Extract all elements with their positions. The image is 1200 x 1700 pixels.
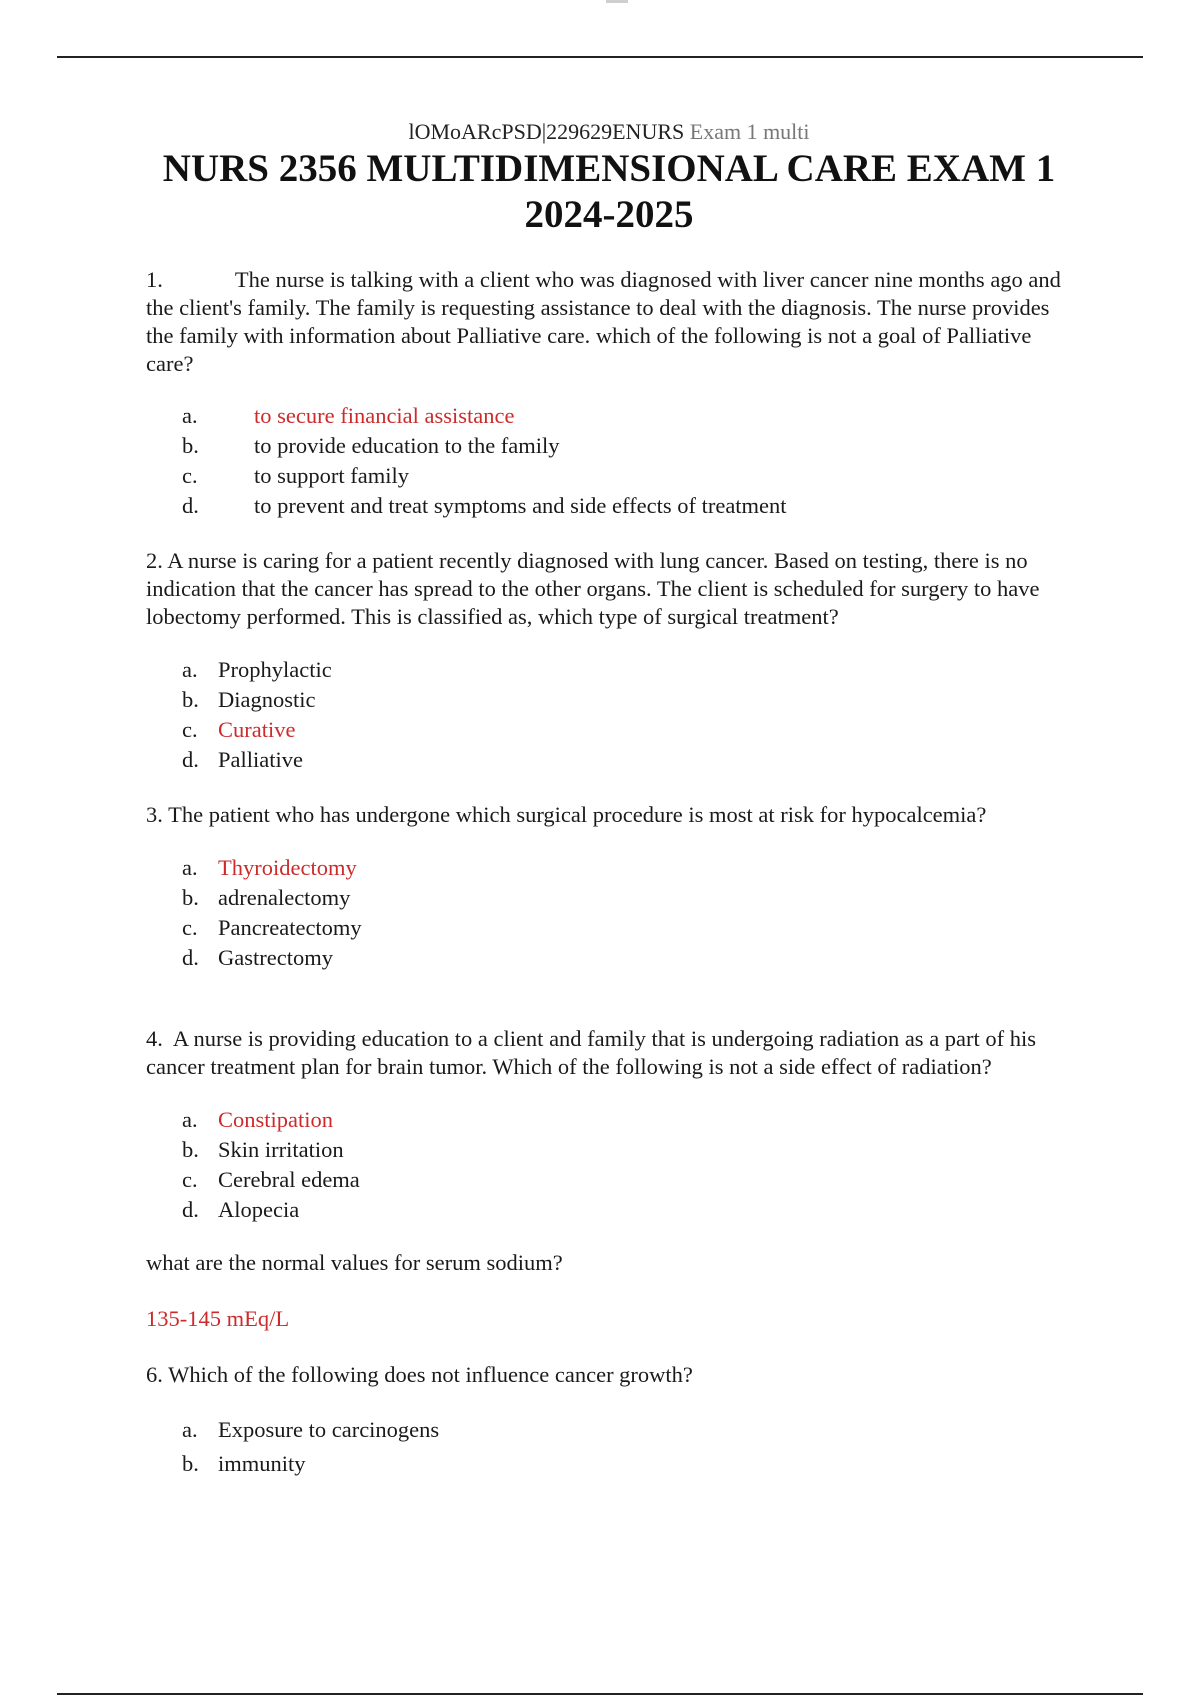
option-letter: b. — [182, 1451, 199, 1476]
option-text-correct: Curative — [218, 717, 296, 742]
question-2-number: 2. — [146, 548, 163, 573]
option-text: Alopecia — [218, 1197, 300, 1222]
option-letter: d. — [182, 1197, 199, 1222]
document-page — [146, 118, 1072, 1481]
question-4-option-a — [146, 1105, 1072, 1135]
title-line-2: 2024-2025 — [524, 193, 694, 236]
option-text: adrenalectomy — [218, 885, 351, 910]
question-6-text — [146, 1361, 1072, 1389]
question-4-option-c — [146, 1165, 1072, 1195]
document-id — [146, 118, 1072, 146]
question-4-body: A nurse is providing education to a client and family that is undergoing radiation as a part of his cancer treatment plan for brain tumor. Which of the following is not a side effect of radiation? — [146, 1026, 1037, 1079]
option-text: to provide education to the family — [254, 433, 560, 458]
question-2-text — [146, 547, 1072, 631]
option-letter: c. — [182, 915, 198, 940]
question-2-option-c — [146, 715, 1072, 745]
question-6-options — [146, 1413, 1072, 1481]
option-letter: a. — [182, 657, 198, 682]
question-3-text — [146, 801, 1072, 829]
question-4-text — [146, 1025, 1072, 1081]
page-top-mark — [606, 0, 628, 3]
question-3-options — [146, 853, 1072, 973]
question-4-number: 4. — [146, 1026, 163, 1051]
option-text-correct: Constipation — [218, 1107, 334, 1132]
question-1-option-c — [146, 461, 1072, 491]
question-2-options — [146, 655, 1072, 775]
question-3-body: The patient who has undergone which surgical procedure is most at risk for hypocalcemia? — [168, 802, 987, 827]
document-id-code: lOMoARcPSD|229629ENURS — [408, 119, 685, 144]
question-2 — [146, 547, 1072, 775]
option-text: immunity — [218, 1451, 306, 1476]
question-4-options — [146, 1105, 1072, 1225]
question-5-text: what are the normal values for serum sodium? — [146, 1250, 563, 1275]
option-text: Pancreatectomy — [218, 915, 362, 940]
question-1-text — [146, 266, 1072, 378]
option-letter: b. — [182, 885, 199, 910]
question-4 — [146, 1025, 1072, 1225]
question-6-option-a — [146, 1413, 1072, 1447]
question-4-option-d — [146, 1195, 1072, 1225]
question-1-option-d — [146, 491, 1072, 521]
question-3-number: 3. — [146, 802, 163, 827]
option-letter: d. — [182, 747, 199, 772]
option-text: Gastrectomy — [218, 945, 333, 970]
title-line-1: NURS 2356 MULTIDIMENSIONAL CARE EXAM 1 — [162, 147, 1056, 190]
option-text-correct: Thyroidectomy — [218, 855, 357, 880]
option-letter: a. — [182, 403, 198, 428]
option-text-correct: to secure financial assistance — [254, 403, 515, 428]
option-text: Cerebral edema — [218, 1167, 360, 1192]
option-letter: d. — [182, 493, 199, 518]
option-text: to support family — [254, 463, 409, 488]
question-3-option-d — [146, 943, 1072, 973]
question-2-option-d — [146, 745, 1072, 775]
question-3 — [146, 801, 1072, 973]
option-letter: b. — [182, 687, 199, 712]
option-text: Palliative — [218, 747, 303, 772]
question-3-option-c — [146, 913, 1072, 943]
question-1-options — [146, 401, 1072, 521]
option-letter: a. — [182, 855, 198, 880]
option-letter: a. — [182, 1417, 198, 1442]
option-letter: d. — [182, 945, 199, 970]
option-text: Prophylactic — [218, 657, 332, 682]
footer-divider — [57, 1693, 1143, 1695]
question-6-body: Which of the following does not influence cancer growth? — [168, 1362, 693, 1387]
question-6-number: 6. — [146, 1362, 163, 1387]
question-2-option-a — [146, 655, 1072, 685]
question-5 — [146, 1249, 1072, 1333]
option-letter: a. — [182, 1107, 198, 1132]
question-6 — [146, 1361, 1072, 1481]
question-1-option-b — [146, 431, 1072, 461]
question-3-option-b — [146, 883, 1072, 913]
option-letter: c. — [182, 463, 198, 488]
option-letter: c. — [182, 717, 198, 742]
document-id-suffix: Exam 1 multi — [689, 119, 810, 144]
header-divider — [57, 56, 1143, 58]
question-4-option-b — [146, 1135, 1072, 1165]
option-text: to prevent and treat symptoms and side effects of treatment — [254, 493, 787, 518]
option-text: Diagnostic — [218, 687, 316, 712]
option-letter: b. — [182, 433, 199, 458]
question-1-number: 1. — [146, 267, 163, 292]
question-6-option-b — [146, 1447, 1072, 1481]
question-1-option-a — [146, 401, 1072, 431]
option-letter: b. — [182, 1137, 199, 1162]
question-3-option-a — [146, 853, 1072, 883]
question-2-body: A nurse is caring for a patient recently diagnosed with lung cancer. Based on testing, there is no indication that the cancer has spread to the other organs. The client is scheduled for surgery to have lobectomy performed. This is classified as, which type of surgical treatment? — [146, 548, 1040, 629]
question-5-answer: 135-145 mEq/L — [146, 1306, 290, 1331]
question-1-body: The nurse is talking with a client who was diagnosed with liver cancer nine months ago and the client's family. The family is requesting assistance to deal with the diagnosis. The nurse provides the family with information about Palliative care. which of the following is not a goal of Palliative care? — [146, 267, 1061, 376]
question-1 — [146, 266, 1072, 521]
question-2-option-b — [146, 685, 1072, 715]
option-text: Exposure to carcinogens — [218, 1417, 440, 1442]
option-letter: c. — [182, 1167, 198, 1192]
page-title — [146, 146, 1072, 238]
option-text: Skin irritation — [218, 1137, 344, 1162]
